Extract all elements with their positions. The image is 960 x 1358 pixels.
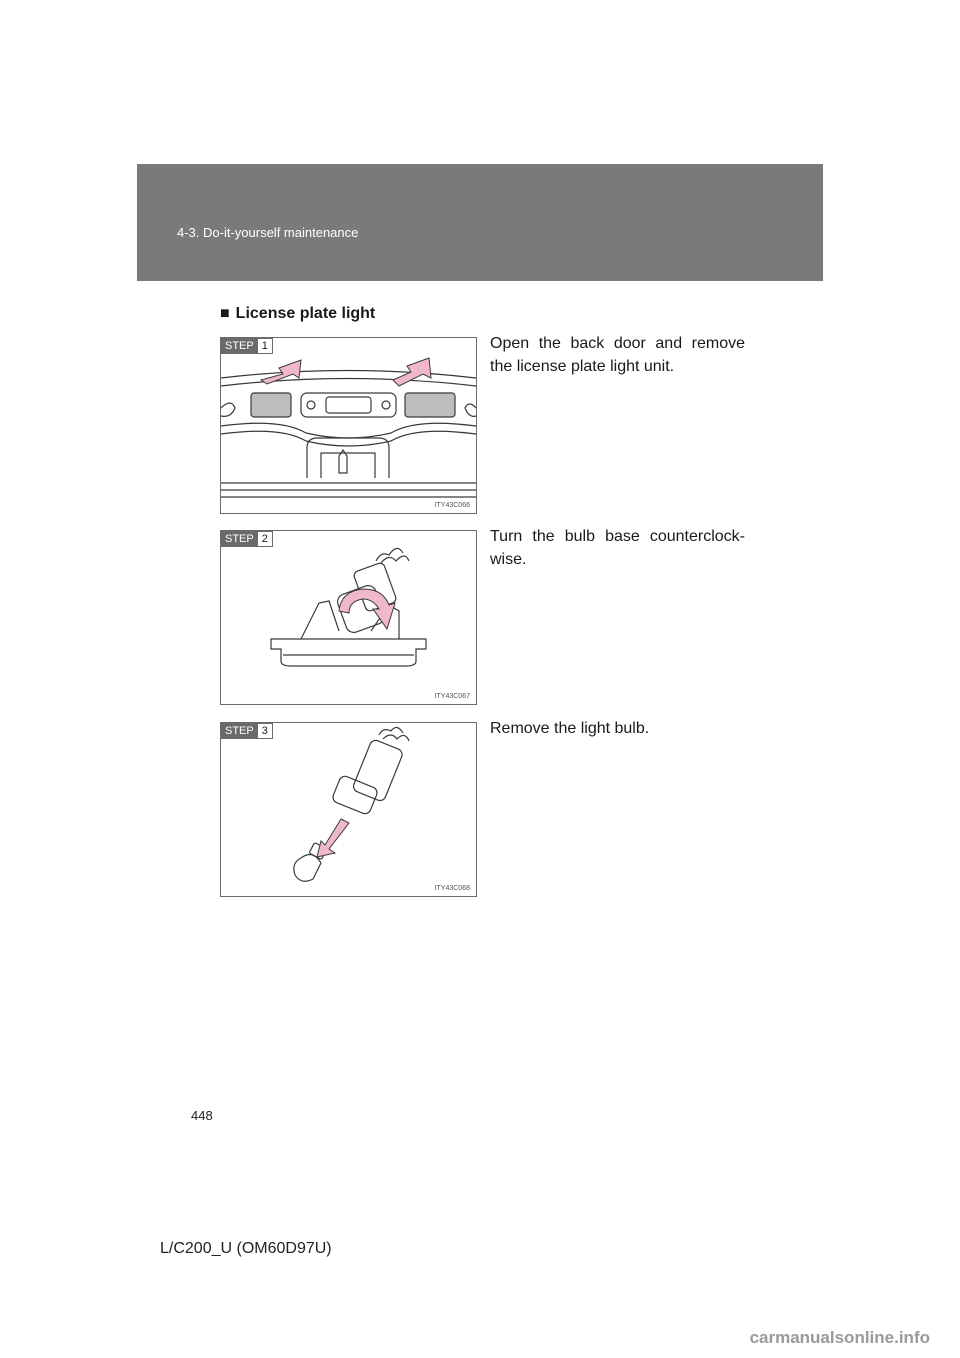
square-bullet-icon: ■ (220, 305, 230, 322)
step-word: STEP (221, 338, 258, 354)
bulb-removal-illustration (221, 723, 476, 896)
step-2-instruction: Turn the bulb base counterclock-wise. (490, 528, 745, 568)
step-3-figure (220, 722, 477, 897)
document-code: L/C200_U (OM60D97U) (160, 1240, 332, 1257)
license-plate-light-unit-illustration (221, 338, 476, 513)
step-2-figure (220, 530, 477, 705)
step-3-instruction: Remove the light bulb. (490, 720, 650, 737)
step-word: STEP (221, 723, 258, 739)
figure-code: ITY43C068 (434, 885, 470, 892)
step-1-badge (221, 338, 273, 354)
step-1-instruction: Open the back door and remove the license plate light unit. (490, 335, 745, 375)
page-number: 448 (191, 1108, 213, 1123)
step-3-badge (221, 723, 273, 739)
subsection-title: License plate light (235, 305, 376, 322)
step-number: 2 (258, 531, 273, 547)
step-1-figure (220, 337, 477, 514)
step-number: 1 (258, 338, 273, 354)
section-title: 4-3. Do-it-yourself maintenance (177, 225, 359, 240)
subsection-heading (220, 305, 375, 323)
figure-code: ITY43C066 (434, 502, 470, 509)
figure-code: ITY43C067 (434, 693, 470, 700)
header-band (137, 164, 823, 281)
step-word: STEP (221, 531, 258, 547)
step-number: 3 (258, 723, 273, 739)
step-2-badge (221, 531, 273, 547)
bulb-base-rotation-illustration (221, 531, 476, 704)
watermark-text[interactable]: carmanualsonline.info (749, 1328, 930, 1347)
